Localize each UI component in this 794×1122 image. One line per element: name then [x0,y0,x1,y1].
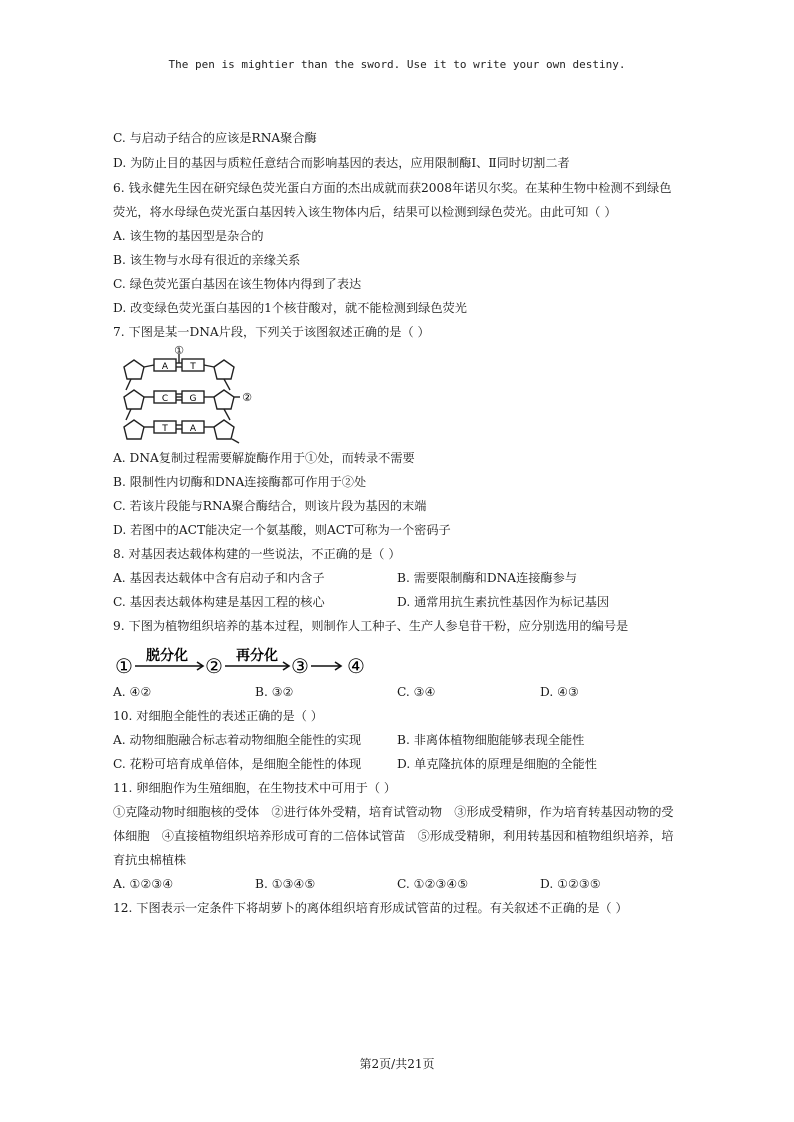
process-node-3: ③ [291,654,309,678]
q6-option-b: B. 该生物与水母有很近的亲缘关系 [113,253,301,267]
dna-base-left-3: T [162,424,168,434]
page-number-footer: 第2页/共21页 [359,1057,435,1071]
dna-base-left-2: C [161,394,169,404]
q10-option-b: B. 非离体植物细胞能够表现全能性 [397,733,585,747]
q9-option-c: C. ③④ [397,685,436,699]
dna-base-right-2: G [189,394,197,404]
q5-option-c: C. 与启动子结合的应该是RNA聚合酶 [113,131,317,145]
dna-label-1: ① [174,345,184,357]
dna-fragment-figure [114,345,264,445]
q9-option-d: D. ④③ [540,685,579,699]
q11-stem: 11. 卵细胞作为生殖细胞，在生物技术中可用于（ ） [113,781,397,795]
q7-option-c: C. 若该片段能与RNA聚合酶结合，则该片段为基因的末端 [113,499,427,513]
q6-option-d: D. 改变绿色荧光蛋白基因的1个核苷酸对，就不能检测到绿色荧光 [113,301,467,315]
q5-option-d: D. 为防止目的基因与质粒任意结合而影响基因的表达，应用限制酶Ⅰ、Ⅱ同时切割二者 [113,156,570,170]
q10-stem: 10. 对细胞全能性的表述正确的是（ ） [113,709,323,723]
dna-base-right-1: T [190,362,196,372]
process-step-redifferentiation: 再分化 [236,648,278,664]
q7-stem: 7. 下图是某一DNA片段，下列关于该图叙述正确的是（ ） [113,325,430,339]
q9-option-a: A. ④② [113,685,152,699]
q6-option-c: C. 绿色荧光蛋白基因在该生物体内得到了表达 [113,277,362,291]
q11-items-line1: ①克隆动物时细胞核的受体 ②进行体外受精，培育试管动物 ③形成受精卵，作为培育转基因动物的受 [113,805,674,819]
tissue-culture-process-figure [113,640,373,678]
q7-option-b: B. 限制性内切酶和DNA连接酶都可作用于②处 [113,475,367,489]
q8-option-c: C. 基因表达载体构建是基因工程的核心 [113,595,325,609]
process-node-4: ④ [347,654,365,678]
q6-option-a: A. 该生物的基因型是杂合的 [113,229,264,243]
q8-option-b: B. 需要限制酶和DNA连接酶参与 [397,571,578,585]
q11-option-a: A. ①②③④ [113,877,174,891]
q8-stem: 8. 对基因表达载体构建的一些说法，不正确的是（ ） [113,547,401,561]
page-header-motto: The pen is mightier than the sword. Use it to write your own destiny. [168,58,626,71]
q6-stem-line1: 6. 钱永健先生因在研究绿色荧光蛋白方面的杰出成就而获2008年诺贝尔奖。在某种生物中检测不到绿色 [113,181,672,195]
q6-stem-line2: 荧光，将水母绿色荧光蛋白基因转入该生物体内后，结果可以检测到绿色荧光。由此可知（ ） [113,205,617,219]
q11-option-d: D. ①②③⑤ [540,877,601,891]
q12-stem: 12. 下图表示一定条件下将胡萝卜的离体组织培育形成试管苗的过程。有关叙述不正确的是（ ） [113,901,628,915]
dna-base-right-3: A [189,424,197,434]
q10-option-c: C. 花粉可培育成单倍体，是细胞全能性的体现 [113,757,362,771]
process-step-dedifferentiation: 脱分化 [146,648,188,664]
dna-base-left-1: A [161,362,169,372]
q11-items-line3: 育抗虫棉植株 [113,853,187,867]
q11-option-b: B. ①③④⑤ [255,877,316,891]
q7-option-d: D. 若图中的ACT能决定一个氨基酸，则ACT可称为一个密码子 [113,523,451,537]
q8-option-d: D. 通常用抗生素抗性基因作为标记基因 [397,595,610,609]
q10-option-d: D. 单克隆抗体的原理是细胞的全能性 [397,757,597,771]
dna-label-2: ② [242,391,252,404]
q11-items-line2: 体细胞 ④直接植物组织培养形成可育的二倍体试管苗 ⑤形成受精卵，利用转基因和植物组织培养，培 [113,829,674,843]
q8-option-a: A. 基因表达载体中含有启动子和内含子 [113,571,325,585]
process-node-2: ② [205,654,223,678]
q9-option-b: B. ③② [255,685,294,699]
q10-option-a: A. 动物细胞融合标志着动物细胞全能性的实现 [113,733,362,747]
q11-option-c: C. ①②③④⑤ [397,877,469,891]
process-node-1: ① [115,654,133,678]
q7-option-a: A. DNA复制过程需要解旋酶作用于①处，而转录不需要 [113,451,415,465]
q9-stem: 9. 下图为植物组织培养的基本过程，则制作人工种子、生产人参皂苷干粉，应分别选用的编号是 [113,619,629,633]
